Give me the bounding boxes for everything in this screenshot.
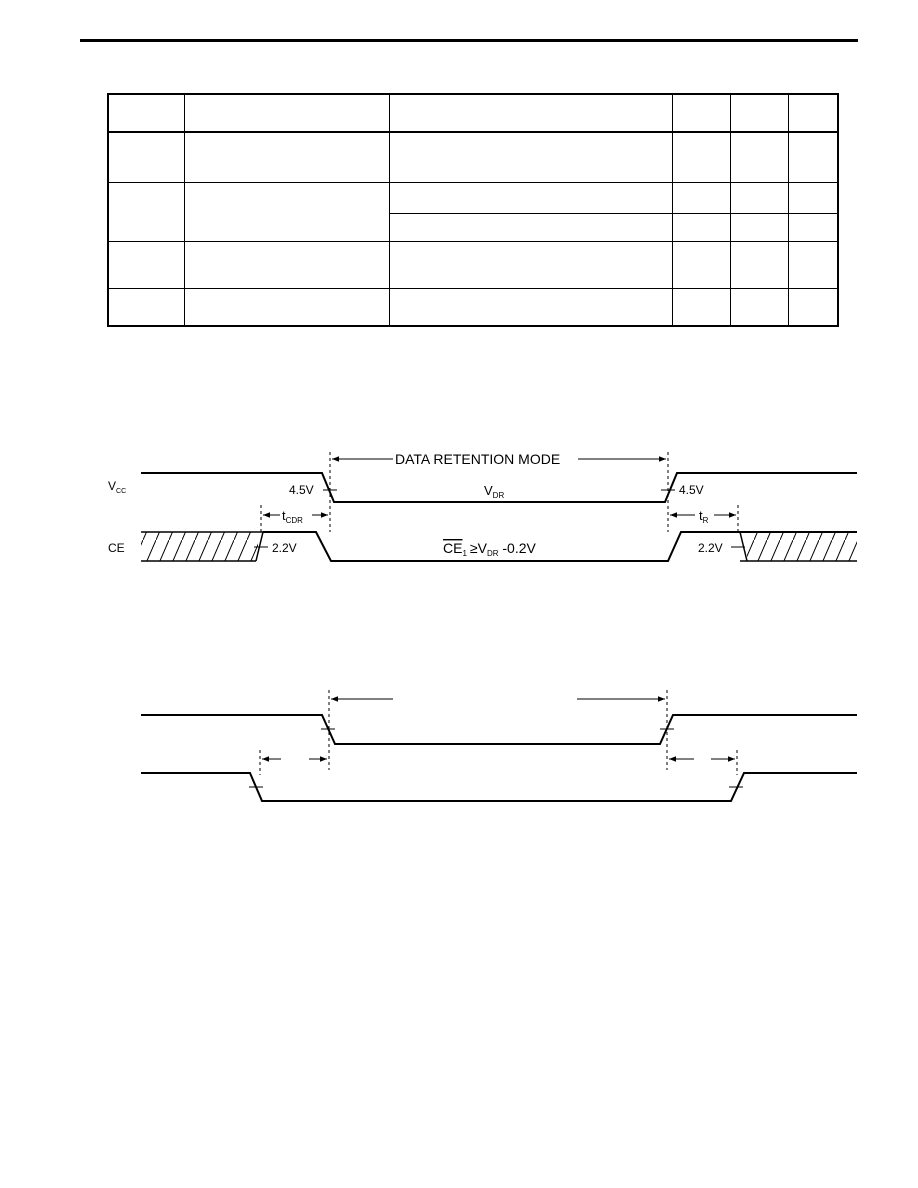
ce-threshold-right: 2.2V bbox=[698, 541, 723, 555]
vcc-threshold-left: 4.5V bbox=[289, 483, 314, 497]
ce-waveform-2 bbox=[141, 773, 857, 801]
data-retention-diagram bbox=[108, 451, 857, 561]
dont-care-hatch-right bbox=[740, 532, 857, 561]
tcdr-label: $t_{CDR}$ bbox=[282, 508, 303, 525]
data-retention-mode-label: DATA RETENTION MODE bbox=[395, 451, 561, 467]
data-retention-diagram-2 bbox=[141, 690, 857, 801]
tr-label: $t_R$ bbox=[699, 508, 709, 525]
ce-threshold-left: 2.2V bbox=[272, 541, 297, 555]
ce-condition-label: $CE_1 \ge V_{DR}$ -0.2V bbox=[443, 540, 536, 558]
dont-care-hatch-left bbox=[141, 532, 263, 561]
vcc-threshold-right: 4.5V bbox=[679, 483, 704, 497]
vcc-label: $V_{CC}$ bbox=[108, 479, 127, 495]
ce-label: CE bbox=[108, 541, 125, 555]
vdr-label: $V_{DR}$ bbox=[484, 483, 505, 500]
vcc-waveform-2 bbox=[141, 715, 857, 744]
